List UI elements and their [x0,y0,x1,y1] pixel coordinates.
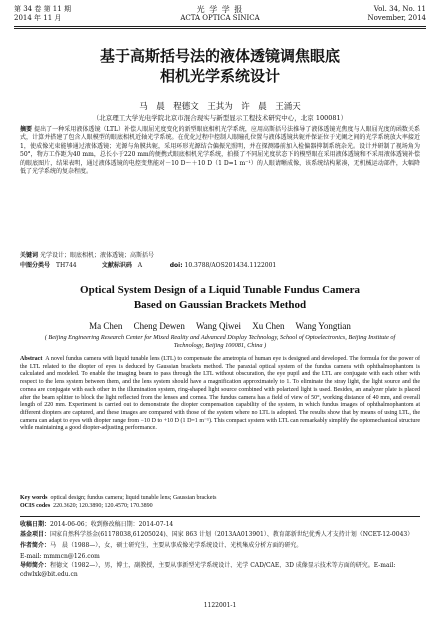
footnote-label: 导师简介： [20,562,51,570]
author-email[interactable]: E-mail: mmmcn@126.com [20,552,100,560]
footnote-received [20,520,420,531]
classification-line [20,262,420,270]
keywords-cn-label: 关键词 [20,252,39,259]
volume-issue: 第 34 卷 第 11 期 [14,5,71,13]
footnote-label: 收稿日期： [20,521,51,528]
affiliation-cn: （北京理工大学光电学院北京市混合现实与新型显示工程技术研究中心，北京 100081） [92,114,348,122]
keywords-en [20,495,420,503]
ocis-text: 220.3620; 120.3890; 120.4570; 170.3890 [53,503,153,509]
abstract-cn [20,126,420,176]
affiliation-en: ( Beijing Engineering Research Center for Mixed Reality and Advanced Display Technology, School of Optoelectronics, Beijing Institute of Technology, Beijing 100081, China ) [44,334,396,349]
header-rule [14,26,426,27]
header-center [14,5,426,23]
abstract-en-text: A novel fundus camera with liquid tunable lens (LTL) to compensate the ametropia of human eye is designed and developed. The formula for the power of the LTL related to the diopter of eyes is deduced by Gaussian brackets method. The paraxial optical system of the fundus camera with ophthalmophantom is calculated and modeled. To enable the imaging beam to pass through the LTL without obscuration, the eye pupil and the LTL are conjugate with each other with respect to the lens system between them, and the lens system should have a magnification approximately to 1. To eliminate the stray light, the light source and the cornea are conjugate with each other in the illumination system, ring-shaped light source combined with polarized light is used. Besides, an analyzer plate is placed after the beam splitter to block the light reflected from the lenses and cornea. The fundus camera has a field of view of 50°, working distance of 40 mm, and overall length of 220 mm. Experiment is carried out to demonstrate the diopter compensation capability of the system, in which fundus images of ophthalmophantom at different diopters are captured, and these images are compared with those of the system where no LTL is adopted. The results show that by means of using LTL, the camera can adapt to eyes with diopter range from −10 D to +10 D (1 D=1 m⁻¹). This compact system with LTL can remarkably simplify the optomechanical structure while maintaining a good diopter-adjusting performance. [20,356,421,432]
footnotes [20,520,420,579]
title-en [0,283,440,313]
footnote-advisor [20,562,420,579]
header-right [367,5,426,23]
keywords-cn-text: 光学设计；眼底相机；液体透镜；高斯括号 [39,252,154,259]
abstract-cn-text: 提出了一种采用液体透镜（LTL）补偿人眼屈光度变化的新型眼底相机光学系统，应用高斯括号法推导了液体透镜光焦度与人眼屈光度的函数关系式，计算并搭建了包含人眼模型的眼底相机近轴光学系统。在优化过程中控制人眼瞳孔位置与液体透镜共轭并保证位于光阑之间的光学系统放大率接近1，使成像光束能够通过液体透镜；光源与角膜共轭，采用环形光源结合偏振光照明，并在探测器前加入检偏器抑制系统杂光。设计并研制了视场角为50°，物方工作距为40 mm，总长小于220 mm的便携式眼底相机光学系统，拍摄了不同屈光度状态下的模型眼在采用液体透镜和不采用液体透镜补偿的眼底图片，结果表明，通过液体透镜的电控变焦能对－10 D～＋10 D（1 D=1 m⁻¹）的人眼请晰成像，该系统结构紧凑，无机械运动部件，大幅降低了光学系统的复杂程度。 [20,126,420,176]
clc-label: 中图分类号 [20,262,51,269]
footnote-author [20,541,420,552]
title-cn-line1: 基于高斯括号法的液体透镜调焦眼底 [99,47,340,65]
doi-label: doi: [169,262,183,269]
volume-issue-en: Vol. 34, No. 11 [373,5,426,13]
title-en-line2: Based on Gaussian Brackets Method [133,299,307,311]
page-number: 1122001-1 [203,602,237,609]
authors-cn: 马 晨 程德文 王其为 许 晨 王涌天 [139,102,301,112]
abstract-en-label: Abstract [20,356,43,362]
doc-code-value: A [137,262,143,269]
title-en-line1: Optical System Design of a Liquid Tunable Fundus Camera [80,284,360,296]
journal-name-en: ACTA OPTICA SINICA [180,14,260,22]
clc-value: TH744 [55,262,77,269]
journal-name-cn: 光 学 学 报 [196,5,244,14]
footnote-label: 作者简介： [20,542,51,550]
keywords-en-label: Key words [20,495,48,501]
footnote-funding [20,531,420,540]
footnote-text: 马 晨（1988—），女，硕士研究生，主要从事成像光学系统设计、光机集成分析方面的研究。 [50,542,303,550]
header-date-cn: 2014 年 11 月 [14,14,62,22]
footnote-email [20,552,420,563]
running-header [14,5,426,23]
keywords-en-text: optical design; fundus camera; liquid tunable lens; Gaussian brackets [50,495,217,501]
doc-code-label: 文献标识码 [101,262,132,269]
authors-en: Ma Chen Cheng Dewen Wang Qiwei Xu Chen Wang Yongtian [89,321,351,331]
header-left [14,5,71,23]
title-cn [0,46,440,86]
keywords-cn [20,252,420,260]
footnote-text: 国家自然科学基金(61178038,61205024)、国家 863 计划（2013AA013901）、教育部新世纪优秀人才支持计划（NCET-12-0043） [50,530,414,538]
doi-value[interactable]: 10.3788/AOS201434.1122001 [184,262,277,269]
title-cn-line2: 相机光学系统设计 [159,67,280,85]
footnote-text: 程德文（1982—），男，博士，副教授，主要从事新型光学系统设计、光学 CAD/CAE、3D 成像显示技术等方面的研究。E-mail: cdwlxk@bit.edu.cn [20,562,396,578]
footnote-text: 2014-06-06；收到修改稿日期：2014-07-14 [50,521,174,528]
header-date-en: November, 2014 [367,14,426,22]
abstract-cn-label: 摘要 [20,126,33,133]
ocis-codes [20,503,420,511]
abstract-en [20,356,420,433]
ocis-label: OCIS codes [20,503,51,509]
footnote-rule [20,516,420,517]
footnote-label: 基金项目： [20,530,51,538]
header-rule-2 [14,28,426,29]
